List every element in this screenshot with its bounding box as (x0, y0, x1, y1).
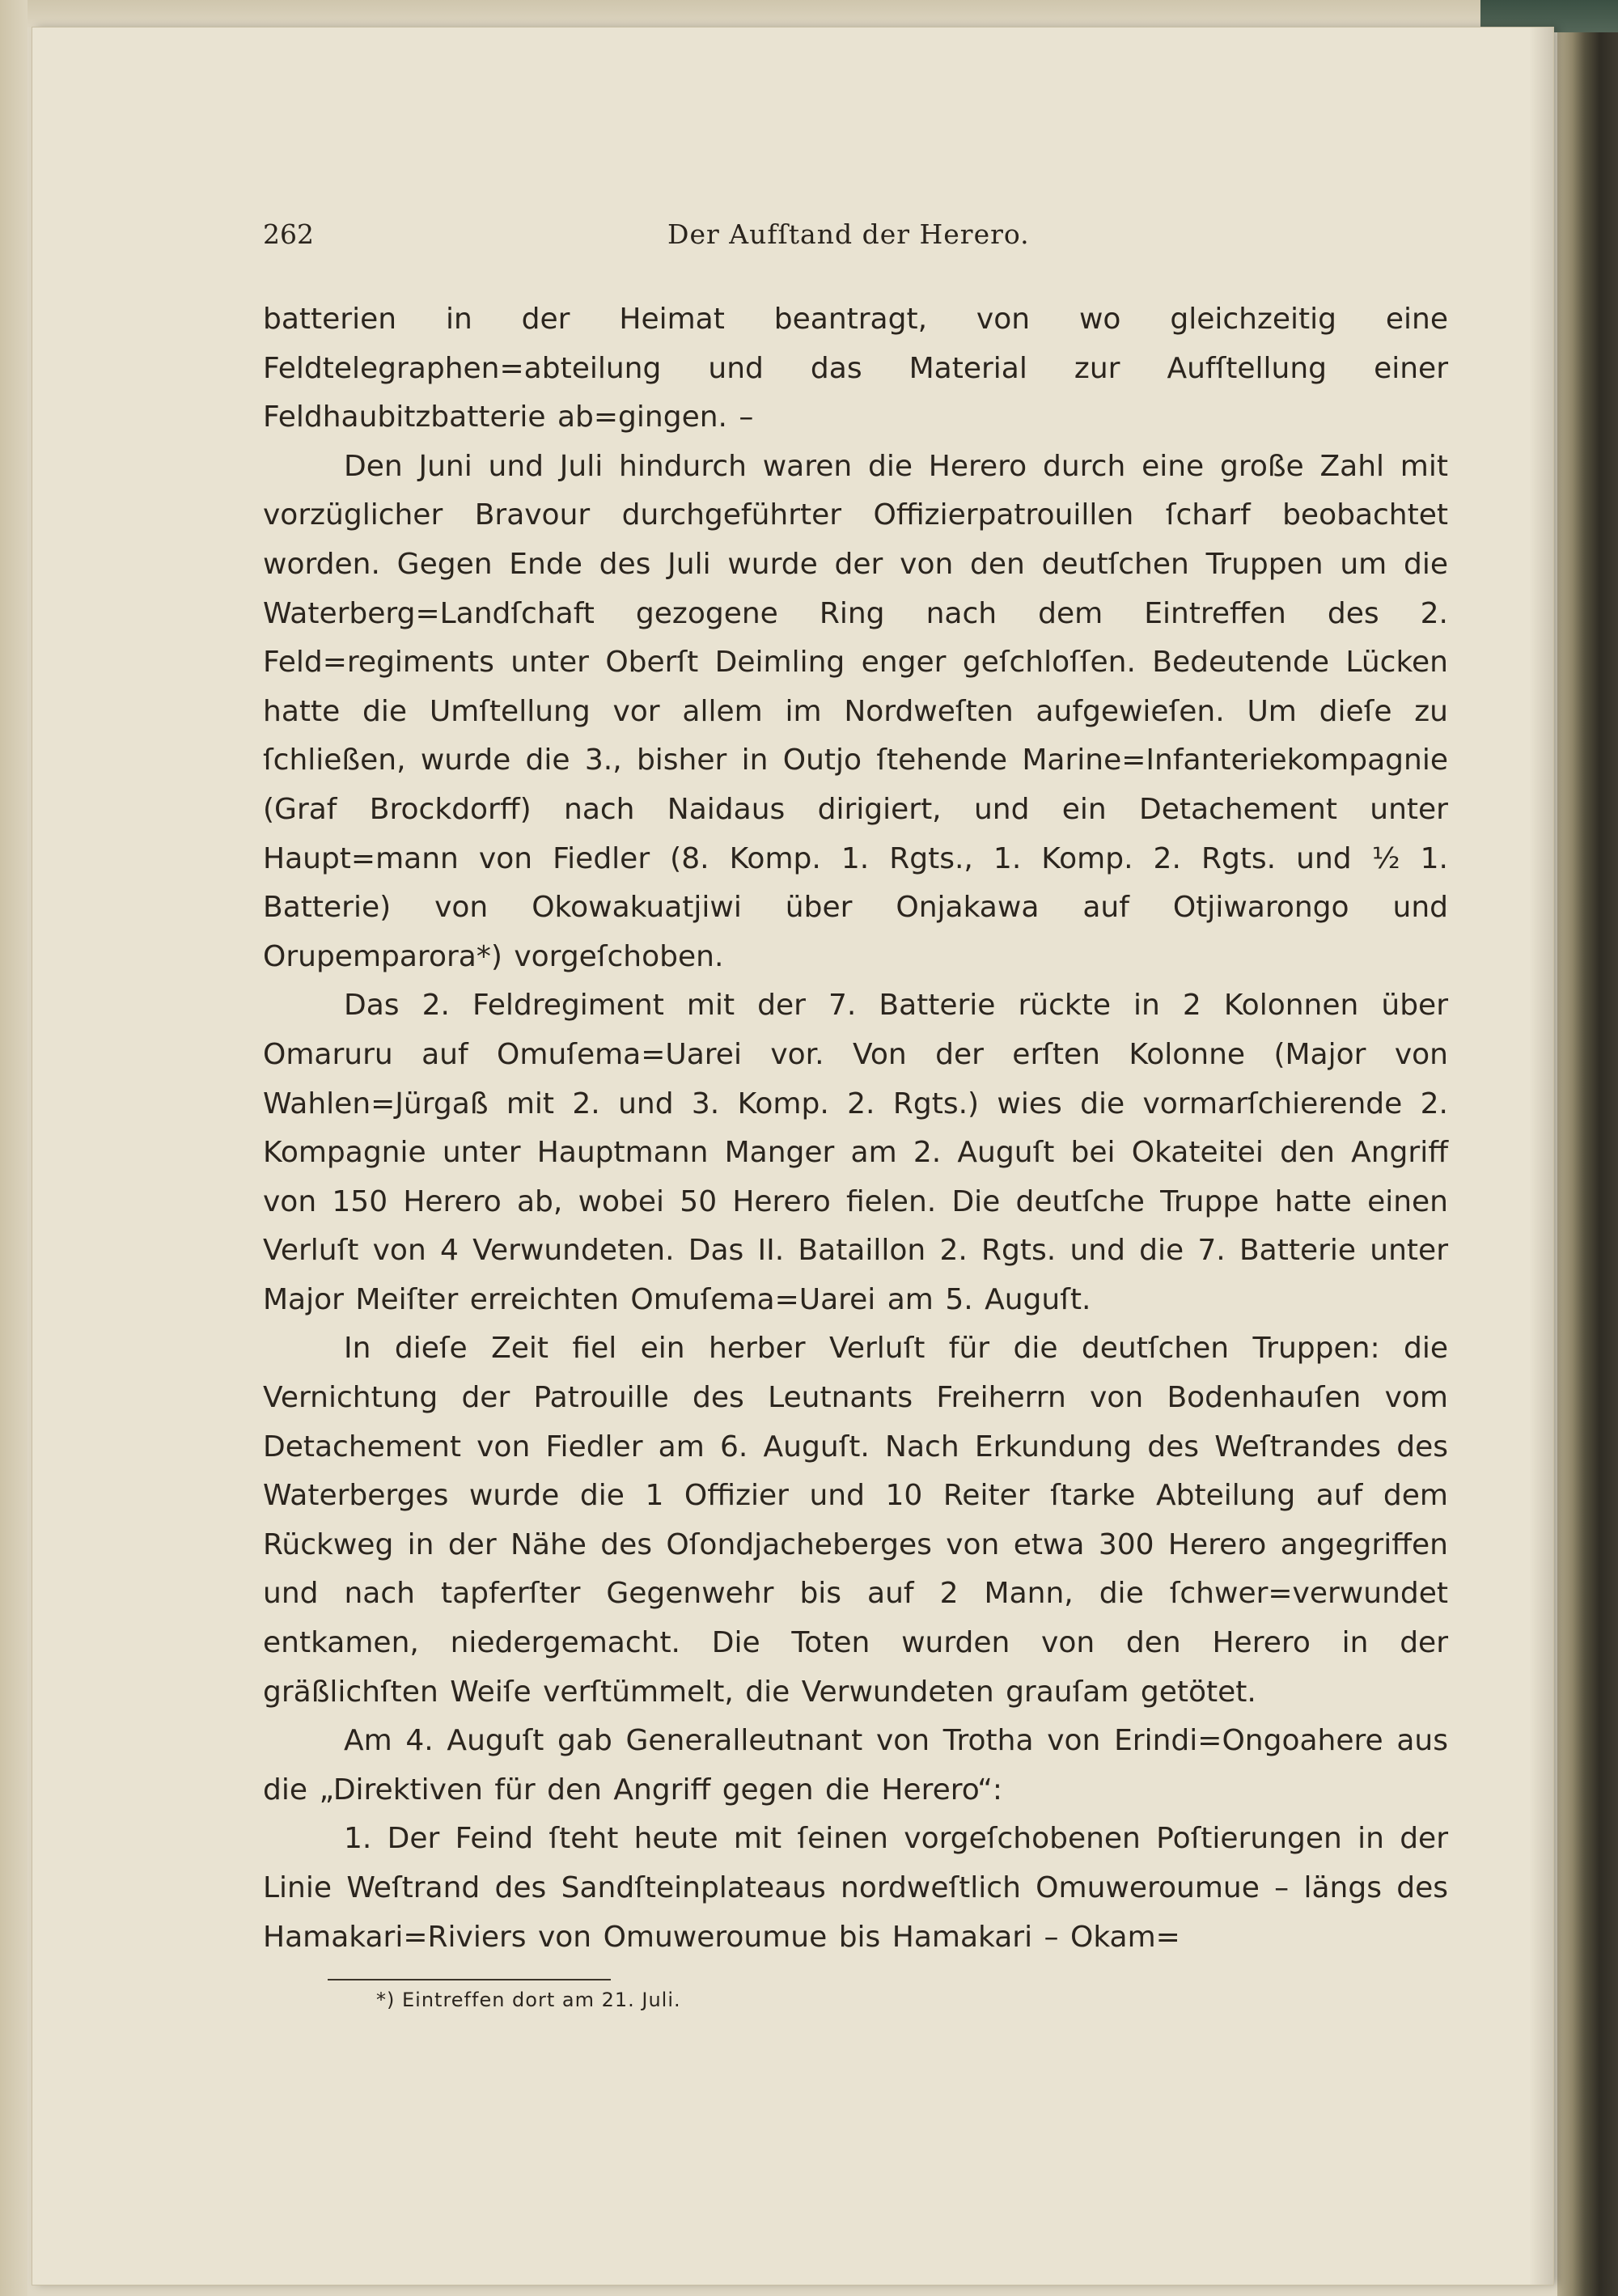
footnote: *) Eintreffen dort am 21. Juli. (376, 1989, 681, 2011)
scan-top-edge (0, 0, 1618, 28)
paragraph: Den Juni und Juli hindurch waren die Herero durch eine große Zahl mit vorzüglicher Bravour durchgeführter Offizierpatrouillen ſcharf beobachtet worden. Gegen Ende des Juli wurde der von den deutſchen Truppen um die Waterberg=Landſchaft gezogene Ring nach dem Eintreffen des 2. Feld=regiments unter Oberſt Deimling enger geſchloſſen. Bedeutende Lücken hatte die Umſtellung vor allem im Nordweſten aufgewieſen. Um dieſe zu ſchließen, wurde die 3., bisher in Outjo ſtehende Marine=Infanteriekompagnie (Graf Brockdorff) nach Naidaus dirigiert, und ein Detachement unter Haupt=mann von Fiedler (8. Komp. 1. Rgts., 1. Komp. 2. Rgts. und ½ 1. Batterie) von Okowakuatjiwi über Onjakawa auf Otjiwarongo und Orupemparora*) vorgeſchoben. (263, 449, 1448, 973)
page-gutter-shadow (1529, 28, 1553, 2285)
running-title: Der Aufſtand der Herero. (667, 218, 1030, 250)
page-number: 262 (263, 218, 314, 250)
body-text (263, 295, 1448, 1962)
paragraph-continuation: batterien in der Heimat beantragt, von wo gleichzeitig eine Feldtelegraphen=abteilung und das Material zur Aufſtellung einer Feldhaubitzbatterie ab=gingen. – (263, 303, 1448, 434)
footnote-divider (328, 1979, 611, 1980)
page-header (263, 218, 1509, 259)
paragraph: Am 4. Auguſt gab Generalleutnant von Trotha von Erindi=Ongoahere aus die „Direktiven für den Angriff gegen die Herero“: (263, 1724, 1448, 1807)
numbered-directive: 1. Der Feind ſteht heute mit ſeinen vorgeſchobenen Poſtierungen in der Linie Weſtrand des Sandſteinplateaus nordweſtlich Omuweroumue – längs des Hamakari=Riviers von Omuweroumue bis Hamakari – Okam= (263, 1822, 1448, 1954)
book-spine-edge (1557, 0, 1618, 2296)
paragraph: In dieſe Zeit fiel ein herber Verluſt für die deutſchen Truppen: die Vernichtung der Patrouille des Leutnants Freiherrn von Bodenhauſen vom Detachement von Fiedler am 6. Auguſt. Nach Erkundung des Weſtrandes des Waterberges wurde die 1 Offizier und 10 Reiter ſtarke Abteilung auf dem Rückweg in der Nähe des Oſondjacheberges von etwa 300 Herero angegriffen und nach tapferſter Gegenwehr bis auf 2 Mann, die ſchwer=verwundet entkamen, niedergemacht. Die Toten wurden von den Herero in der gräßlichſten Weiſe verſtümmelt, die Verwundeten grauſam getötet. (263, 1332, 1448, 1709)
paragraph: Das 2. Feldregiment mit der 7. Batterie rückte in 2 Kolonnen über Omaruru auf Omuſema=Uarei vor. Von der erſten Kolonne (Major von Wahlen=Jürgaß mit 2. und 3. Komp. 2. Rgts.) wies die vormarſchierende 2. Kompagnie unter Hauptmann Manger am 2. Auguſt bei Okateitei den Angriff von 150 Herero ab, wobei 50 Herero fielen. Die deutſche Truppe hatte einen Verluſt von 4 Verwundeten. Das II. Bataillon 2. Rgts. und die 7. Batterie unter Major Meiſter erreichten Omuſema=Uarei am 5. Auguſt. (263, 989, 1448, 1316)
scan-left-edge (0, 0, 28, 2296)
